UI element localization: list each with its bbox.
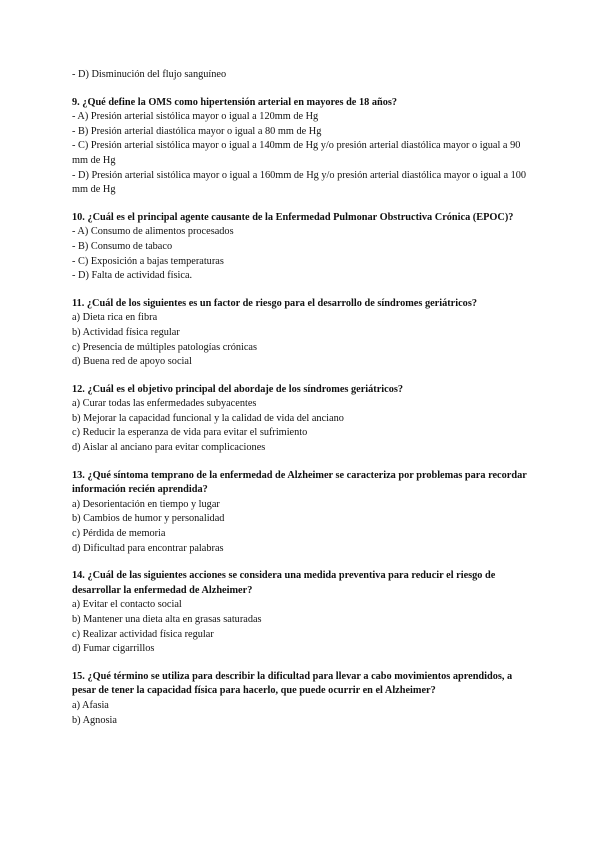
answer-option: - B) Consumo de tabaco xyxy=(72,240,173,252)
question-10 xyxy=(72,211,532,284)
answer-option: d) Buena red de apoyo social xyxy=(72,356,192,368)
question-11 xyxy=(72,297,532,370)
answer-option: a) Curar todas las enfermedades subyacentes xyxy=(72,398,257,410)
answer-option: a) Afasia xyxy=(72,699,109,711)
answer-option: - D) Falta de actividad física. xyxy=(72,270,193,282)
answer-option: - D) Presión arterial sistólica mayor o igual a 160mm de Hg y/o presión arterial diastólica mayor o igual a 100 mm de Hg xyxy=(72,169,527,196)
answer-option: c) Reducir la esperanza de vida para evitar el sufrimiento xyxy=(72,427,308,439)
answer-option: d) Dificultad para encontrar palabras xyxy=(72,542,224,554)
question-13 xyxy=(72,469,532,557)
answer-option: a) Dieta rica en fibra xyxy=(72,312,158,324)
question-title: 11. ¿Cuál de los siguientes es un factor de riesgo para el desarrollo de síndromes geriátricos? xyxy=(72,297,477,309)
question-title: 15. ¿Qué término se utiliza para describir la dificultad para llevar a cabo movimientos aprendidos, a pesar de tener la capacidad física para hacerlo, que puede ocurrir en el Alzheimer? xyxy=(72,670,513,697)
answer-option: - D) Disminución del flujo sanguíneo xyxy=(72,69,227,80)
answer-option: b) Mantener una dieta alta en grasas saturadas xyxy=(72,614,262,625)
answer-option: b) Cambios de humor y personalidad xyxy=(72,513,225,525)
question-14 xyxy=(72,569,532,657)
answer-option: c) Realizar actividad física regular xyxy=(72,628,214,640)
answer-option: - A) Presión arterial sistólica mayor o igual a 120mm de Hg xyxy=(72,111,319,123)
question-15 xyxy=(72,670,532,728)
answer-option: c) Presencia de múltiples patologías crónicas xyxy=(72,341,257,353)
answer-option: - B) Presión arterial diastólica mayor o igual a 80 mm de Hg xyxy=(72,125,322,137)
answer-option: b) Agnosia xyxy=(72,714,117,726)
question-title: 13. ¿Qué síntoma temprano de la enfermedad de Alzheimer se caracteriza por problemas para recordar información recién aprendida? xyxy=(72,469,527,496)
answer-option: d) Fumar cigarrillos xyxy=(72,643,155,655)
question-title: 10. ¿Cuál es el principal agente causante de la Enfermedad Pulmonar Obstructiva Crónica (EPOC)? xyxy=(72,211,514,223)
question-12 xyxy=(72,383,532,456)
question-title: 14. ¿Cuál de las siguientes acciones se considera una medida preventiva para reducir el riesgo de desarrollar la enfermedad de Alzheimer? xyxy=(72,570,496,596)
question-title: 9. ¿Qué define la OMS como hipertensión arterial en mayores de 18 años? xyxy=(72,96,397,108)
question-9 xyxy=(72,96,532,198)
answer-option: b) Mejorar la capacidad funcional y la calidad de vida del anciano xyxy=(72,412,344,424)
answer-option: - A) Consumo de alimentos procesados xyxy=(72,226,234,238)
answer-option: a) Desorientación en tiempo y lugar xyxy=(72,498,220,510)
answer-option: b) Actividad física regular xyxy=(72,326,180,338)
answer-option: c) Pérdida de memoria xyxy=(72,528,166,540)
answer-option: - C) Presión arterial sistólica mayor o igual a 140mm de Hg y/o presión arterial diastólica mayor o igual a 90 mm de Hg xyxy=(72,140,521,166)
document-page xyxy=(72,68,532,728)
answer-option: d) Aislar al anciano para evitar complicaciones xyxy=(72,442,266,454)
question-title: 12. ¿Cuál es el objetivo principal del abordaje de los síndromes geriátricos? xyxy=(72,383,404,395)
answer-option: - C) Exposición a bajas temperaturas xyxy=(72,255,224,267)
answer-option: a) Evitar el contacto social xyxy=(72,599,182,611)
